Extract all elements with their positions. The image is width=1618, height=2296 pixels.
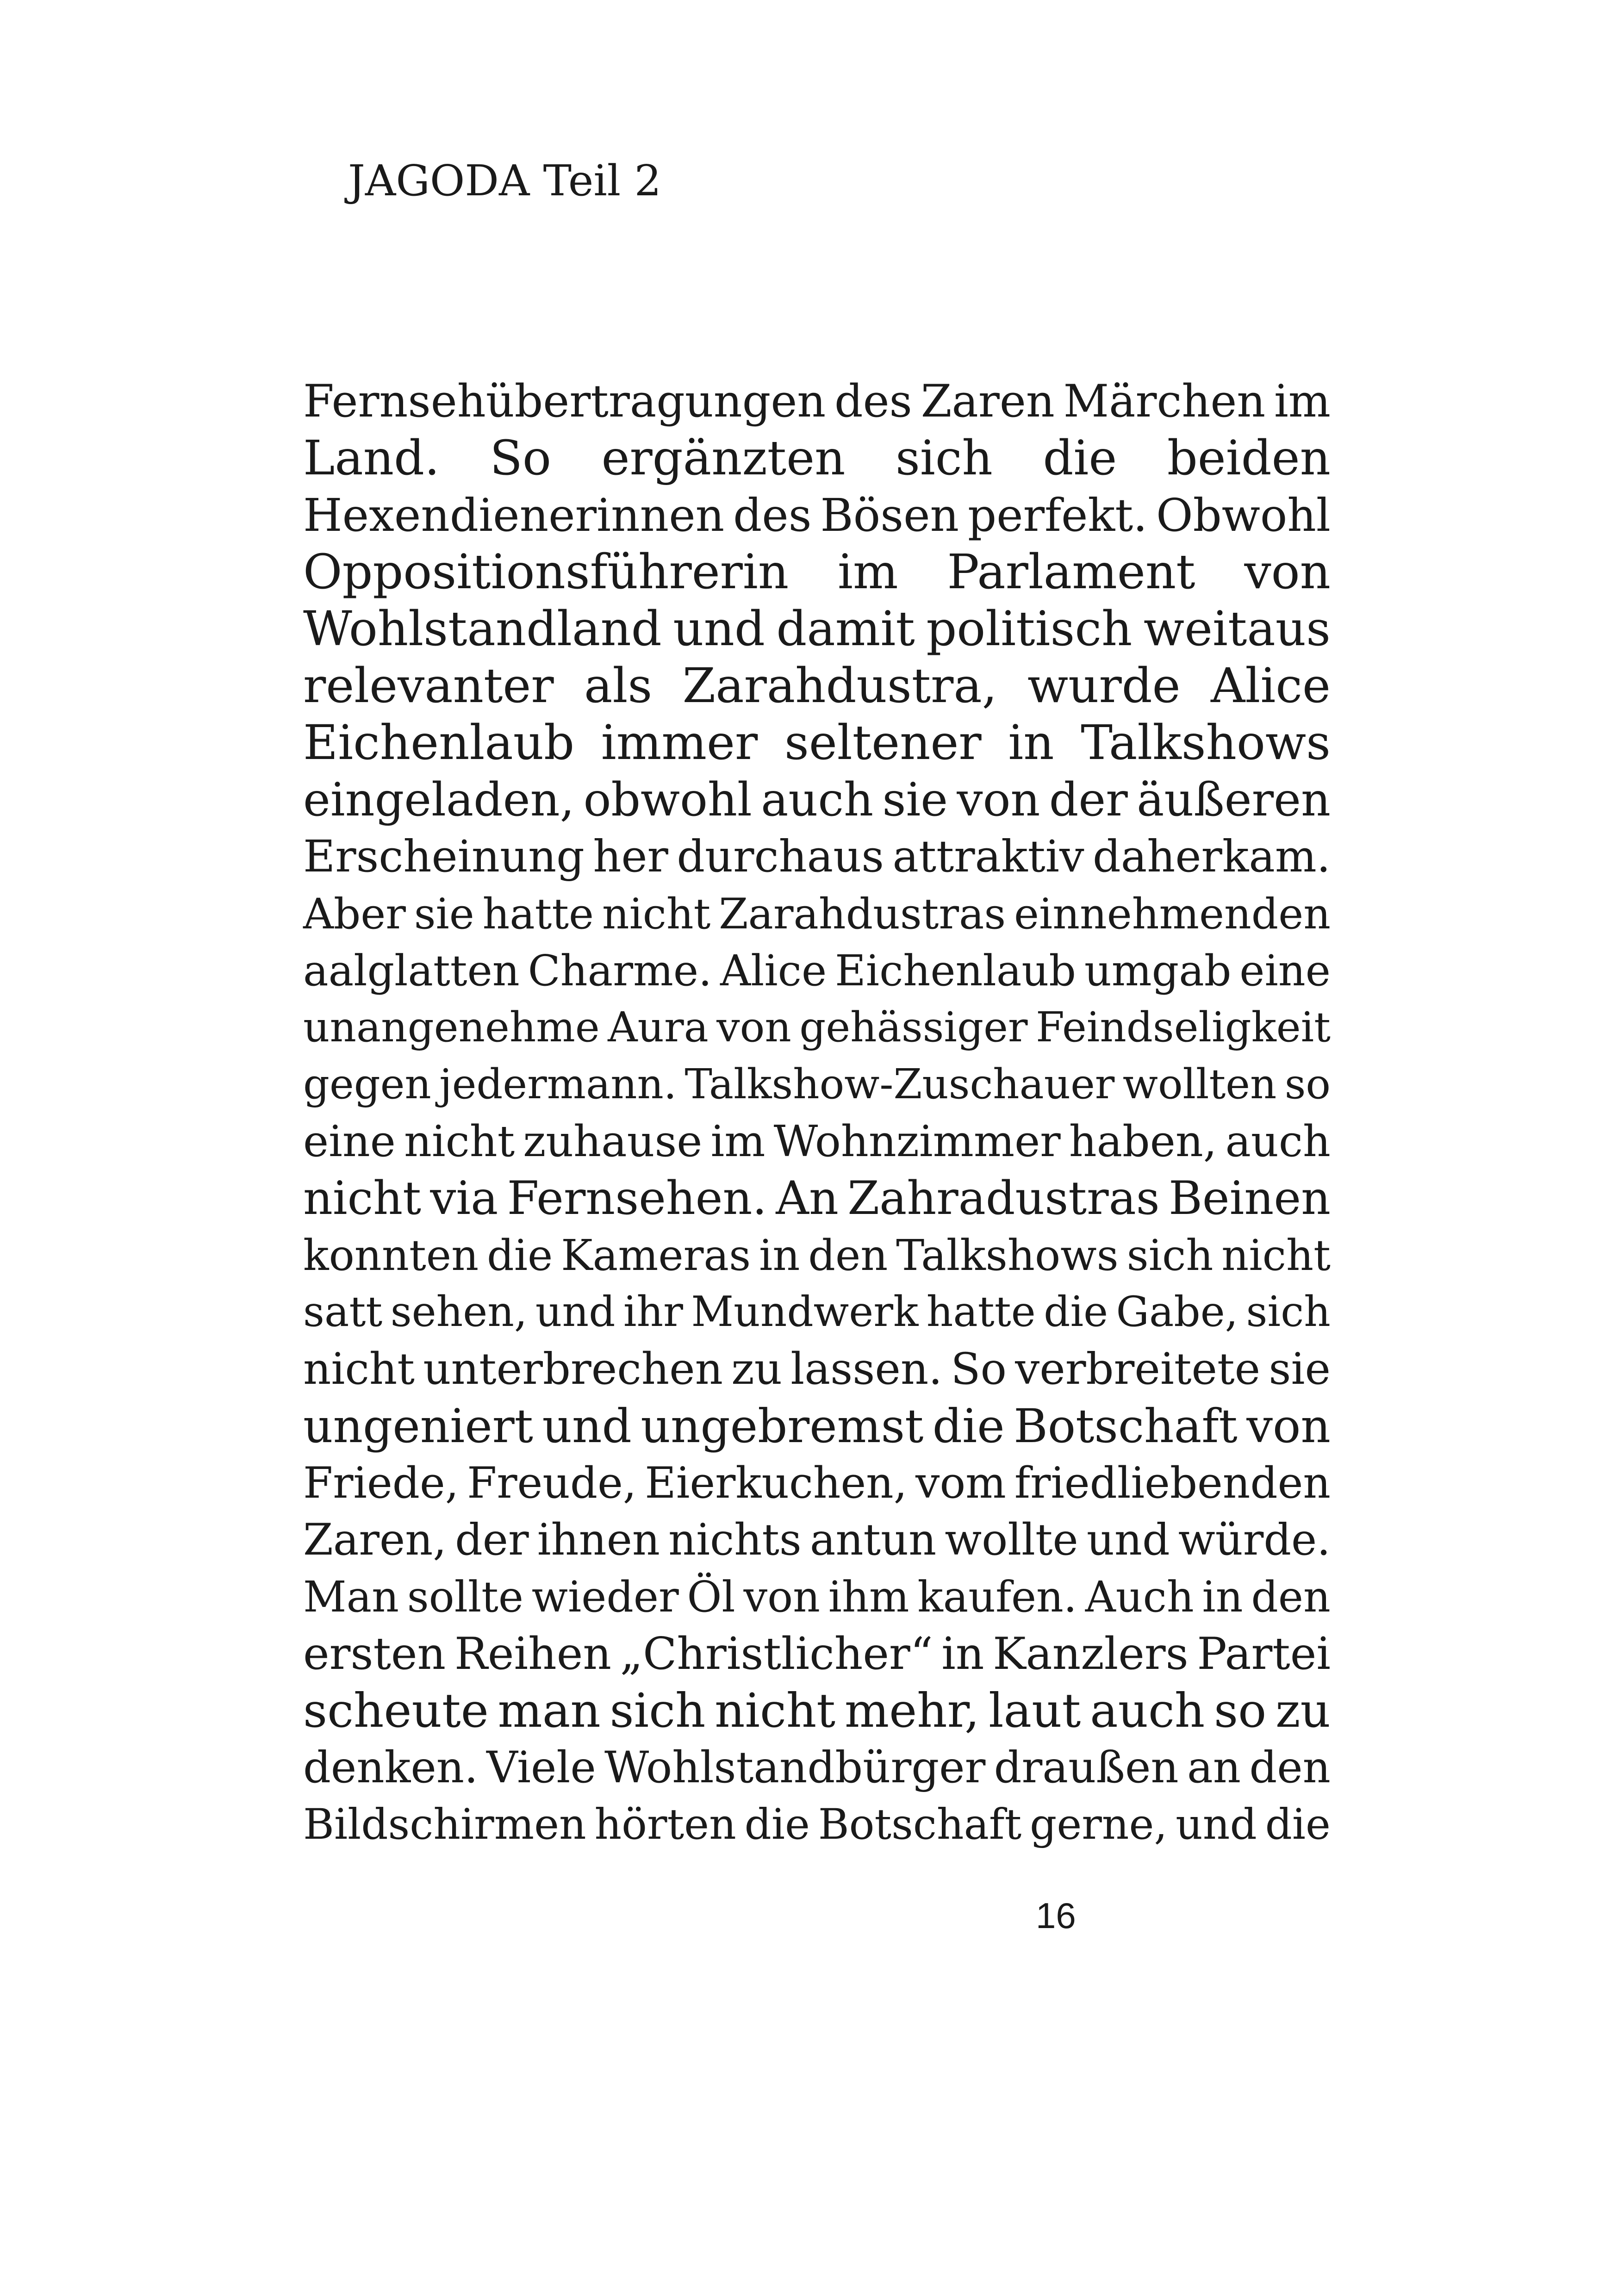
word: und <box>1086 1515 1170 1565</box>
word: der <box>455 1515 529 1565</box>
word: den <box>1251 1572 1331 1622</box>
text-line <box>303 1739 1331 1796</box>
word: beiden <box>1167 430 1331 486</box>
word: Wohnzimmer <box>773 1116 1061 1166</box>
word: mehr, <box>844 1683 980 1738</box>
word: Eichenlaub <box>303 715 575 771</box>
word: des <box>834 375 912 427</box>
word: Wohlstandbürger <box>604 1742 986 1793</box>
word: relevanter <box>303 658 554 714</box>
word: Bildschirmen <box>303 1800 586 1849</box>
word: wollten <box>1122 1060 1277 1108</box>
text-line <box>303 658 1331 715</box>
text-line <box>303 999 1331 1056</box>
word: und <box>673 601 765 657</box>
word: Kameras <box>561 1231 751 1280</box>
word: Erscheinung <box>303 831 585 882</box>
text-line <box>303 544 1331 601</box>
word: Land. <box>303 430 440 486</box>
word: eingeladen, <box>303 773 575 827</box>
word: die <box>486 1231 553 1280</box>
word: Bösen <box>820 489 959 541</box>
word: sie <box>1269 1344 1331 1394</box>
word: wurde <box>1027 658 1181 714</box>
page-number: 16 <box>1036 1895 1076 1936</box>
word: Charme. <box>528 946 712 996</box>
word: Obwohl <box>1156 489 1331 541</box>
word: Fernsehen. <box>507 1172 767 1225</box>
word: So <box>490 430 551 486</box>
word: verbreitete <box>1015 1344 1261 1394</box>
word: via <box>430 1172 498 1225</box>
word: in <box>759 1231 800 1280</box>
word: auch <box>1090 1683 1205 1738</box>
word: die <box>744 1800 810 1849</box>
word: nicht <box>602 889 711 939</box>
word: nichts <box>668 1515 802 1565</box>
word: Zarahdustras <box>719 889 1006 939</box>
word: Botschaft <box>818 1800 1022 1849</box>
word: Zaren, <box>303 1515 447 1565</box>
word: vom <box>915 1458 1006 1508</box>
text-line <box>303 487 1331 544</box>
word: Parlament <box>947 544 1195 600</box>
word: Hexendienerinnen <box>303 489 725 541</box>
word: weitaus <box>1143 601 1331 657</box>
word: Viele <box>486 1742 596 1793</box>
word: kaufen. <box>917 1572 1077 1622</box>
word: ergänzten <box>601 430 846 486</box>
word: aalglatten <box>303 946 520 996</box>
word: So <box>951 1344 1007 1394</box>
word: in <box>941 1628 984 1680</box>
word: Eierkuchen, <box>645 1458 908 1508</box>
word: den <box>808 1231 888 1280</box>
running-head: JAGODA Teil 2 <box>348 156 661 205</box>
word: von <box>957 773 1040 827</box>
word: die <box>1044 1288 1108 1336</box>
word: An <box>776 1172 839 1225</box>
word: attraktiv <box>892 831 1084 882</box>
word: ungeniert <box>303 1399 533 1453</box>
word: einnehmenden <box>1014 889 1331 939</box>
word: Fernsehübertragungen <box>303 375 826 427</box>
word: die <box>932 1399 1005 1453</box>
word: obwohl <box>583 773 752 827</box>
word: von <box>743 1572 820 1622</box>
word: so <box>1284 1060 1331 1108</box>
word: Mundwerk <box>691 1288 919 1336</box>
word: umgab <box>1084 946 1232 996</box>
word: laut <box>989 1683 1081 1738</box>
word: Gabe, <box>1116 1288 1238 1336</box>
word: Wohlstandland <box>303 601 662 657</box>
word: sich <box>1246 1288 1331 1336</box>
word: Alice <box>1211 658 1331 714</box>
text-line <box>303 1682 1331 1739</box>
word: ersten <box>303 1628 446 1680</box>
text-line <box>303 1796 1331 1853</box>
text-line <box>303 1056 1331 1113</box>
text-line <box>303 1398 1331 1455</box>
word: von <box>1244 544 1331 600</box>
word: Talkshow-Zuschauer <box>685 1060 1115 1108</box>
text-line <box>303 1113 1331 1170</box>
word: gegen <box>303 1060 431 1108</box>
word: hatte <box>482 889 594 939</box>
word: Beinen <box>1169 1172 1331 1225</box>
word: Talkshows <box>1081 715 1331 771</box>
word: Zahradustras <box>847 1172 1160 1225</box>
word: jedermann. <box>439 1060 677 1108</box>
word: draußen <box>994 1742 1179 1793</box>
word: Aura <box>608 1003 709 1052</box>
word: hatte <box>926 1288 1036 1336</box>
word: den <box>1249 1742 1331 1793</box>
word: sehen, <box>390 1288 528 1336</box>
word: man <box>498 1683 601 1738</box>
word: von <box>716 1003 791 1052</box>
word: friedliebenden <box>1014 1458 1331 1508</box>
word: des <box>733 489 812 541</box>
word: im <box>710 1116 765 1166</box>
word: Zaren <box>921 375 1055 427</box>
word: politisch <box>926 601 1133 657</box>
word: der <box>1049 773 1128 827</box>
word: im <box>838 544 898 600</box>
word: ungebremst <box>641 1399 924 1453</box>
word: zuhause <box>523 1116 703 1166</box>
word: Friede, <box>303 1458 459 1508</box>
word: sich <box>1126 1231 1214 1280</box>
word: gerne, <box>1030 1800 1168 1849</box>
word: Freude, <box>467 1458 637 1508</box>
word: würde. <box>1178 1515 1331 1565</box>
word: Talkshows <box>896 1231 1119 1280</box>
word: in <box>1008 715 1054 771</box>
word: und <box>535 1288 616 1336</box>
word: haben, <box>1069 1116 1217 1166</box>
word: daherkam. <box>1093 831 1331 882</box>
text-line <box>303 715 1331 772</box>
word: wieder <box>531 1572 679 1622</box>
word: her <box>593 831 668 882</box>
word: Alice <box>720 946 827 996</box>
text-line <box>303 601 1331 658</box>
word: und <box>1176 1800 1257 1849</box>
word: an <box>1187 1742 1241 1793</box>
body-text <box>303 373 1331 1853</box>
text-line <box>303 1568 1331 1625</box>
word: nicht <box>404 1116 515 1166</box>
word: sie <box>882 773 948 827</box>
word: nicht <box>303 1344 415 1394</box>
word: Botschaft <box>1014 1399 1238 1453</box>
word: äußeren <box>1137 773 1331 827</box>
word: von <box>1246 1399 1331 1453</box>
word: nicht <box>715 1683 836 1738</box>
word: Aber <box>303 889 406 939</box>
word: durchaus <box>677 831 884 882</box>
word: und <box>542 1399 632 1453</box>
word: Zarahdustra, <box>682 658 997 714</box>
word: zu <box>731 1344 783 1394</box>
text-line <box>303 1284 1331 1341</box>
text-line <box>303 1625 1331 1682</box>
word: hörten <box>594 1800 736 1849</box>
word: als <box>584 658 653 714</box>
word: sie <box>414 889 474 939</box>
word: ihnen <box>537 1515 660 1565</box>
word: Öl <box>687 1572 735 1622</box>
text-line <box>303 1512 1331 1568</box>
word: Oppositionsführerin <box>303 544 789 600</box>
word: Partei <box>1197 1628 1331 1680</box>
word: eine <box>1239 946 1331 996</box>
word: antun <box>809 1515 937 1565</box>
text-line <box>303 942 1331 999</box>
word: Feindseligkeit <box>1035 1003 1331 1052</box>
word: immer <box>601 715 758 771</box>
word: seltener <box>784 715 982 771</box>
word: Auch <box>1085 1572 1194 1622</box>
text-line <box>303 373 1331 430</box>
word: eine <box>303 1116 396 1166</box>
word: sich <box>896 430 993 486</box>
word: unangenehme <box>303 1003 600 1052</box>
word: ihm <box>828 1572 909 1622</box>
word: ihr <box>623 1288 683 1336</box>
word: auch <box>1225 1116 1331 1166</box>
text-line <box>303 772 1331 828</box>
word: im <box>1274 375 1331 427</box>
word: die <box>1265 1800 1331 1849</box>
word: die <box>1043 430 1117 486</box>
word: Eichenlaub <box>834 946 1077 996</box>
word: sollte <box>407 1572 523 1622</box>
word: Märchen <box>1063 375 1266 427</box>
word: in <box>1202 1572 1243 1622</box>
word: sich <box>610 1683 706 1738</box>
word: denken. <box>303 1742 478 1793</box>
word: Man <box>303 1572 399 1622</box>
word: Reihen <box>454 1628 611 1680</box>
text-line <box>303 1227 1331 1284</box>
word: Kanzlers <box>993 1628 1189 1680</box>
word: unterbrechen <box>423 1344 723 1394</box>
word: nicht <box>1221 1231 1331 1280</box>
text-line <box>303 1455 1331 1512</box>
word: perfekt. <box>967 489 1148 541</box>
word: wollte <box>945 1515 1078 1565</box>
word: zu <box>1276 1683 1331 1738</box>
word: so <box>1214 1683 1267 1738</box>
text-line <box>303 885 1331 942</box>
text-line <box>303 828 1331 885</box>
word: lassen. <box>790 1344 943 1394</box>
text-line <box>303 430 1331 487</box>
word: gehässiger <box>799 1003 1028 1052</box>
text-line <box>303 1170 1331 1227</box>
word: „Christlicher“ <box>620 1628 933 1680</box>
word: auch <box>761 773 874 827</box>
word: konnten <box>303 1231 479 1280</box>
word: scheute <box>303 1683 489 1738</box>
word: satt <box>303 1288 383 1336</box>
word: damit <box>776 601 915 657</box>
word: nicht <box>303 1172 422 1225</box>
text-line <box>303 1341 1331 1398</box>
